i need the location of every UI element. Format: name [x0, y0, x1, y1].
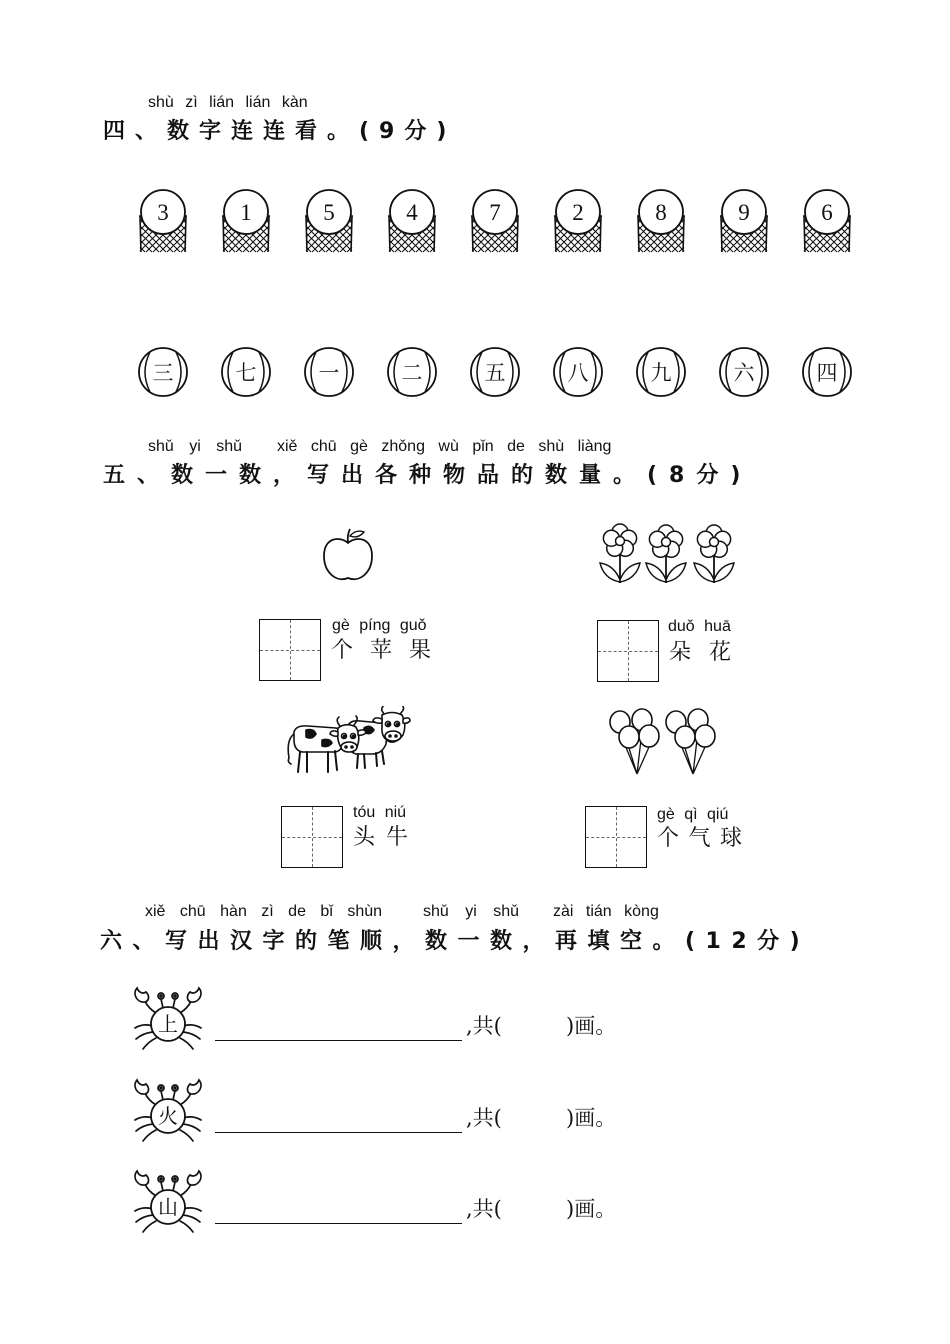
item-label-balloon: 个气球: [657, 826, 752, 851]
basket-icon: [631, 186, 691, 256]
balloon-icon: [675, 726, 695, 748]
section6-title: 六、写出汉字的笔顺，数一数，再填空。(12分): [100, 929, 811, 954]
apple-leaf: [350, 531, 364, 537]
basket-icon: [216, 186, 276, 256]
basket-number: 2: [572, 200, 584, 225]
ball-numeral: 九: [650, 361, 672, 385]
answer-box-apple: [259, 619, 321, 681]
apple-icon: [320, 526, 376, 584]
ball-numeral: 三: [152, 361, 174, 385]
ball-icon: [550, 344, 606, 400]
item-pinyin-flower: duǒ huā: [668, 618, 731, 635]
basket-icon: [133, 186, 193, 256]
ball-icon: [799, 344, 855, 400]
basket-icon: [465, 186, 525, 256]
balloon-icon: [619, 726, 639, 748]
balloon-bunch: [610, 709, 659, 774]
basket-icon: [797, 186, 857, 256]
balloon-bunch: [666, 709, 715, 774]
basket-icon: [548, 186, 608, 256]
basket-icon: [382, 186, 442, 256]
section5-pinyin-1: shǔ yi shǔ: [148, 438, 243, 455]
basket-icon: [299, 186, 359, 256]
stroke-order-blank: [215, 1040, 462, 1041]
section6-pinyin-3: zài tián kòng: [553, 903, 659, 920]
basket-number: 9: [738, 200, 750, 225]
basket-number: 3: [157, 200, 169, 225]
stroke-count-suffix: )画。: [566, 1014, 617, 1038]
answer-box-cow: [281, 806, 343, 868]
stroke-count-suffix: )画。: [566, 1197, 617, 1221]
section6-pinyin-2: shǔ yi shǔ: [423, 903, 520, 920]
basket-number: 7: [489, 200, 501, 225]
basket-number: 5: [323, 200, 335, 225]
basket-icon: [714, 186, 774, 256]
flower-icon: [600, 524, 640, 583]
item-pinyin-balloon: gè qì qiú: [657, 806, 729, 823]
balloon-icon: [639, 725, 659, 747]
cow-icon: [288, 716, 366, 772]
basket-number: 4: [406, 200, 418, 225]
answer-box-balloon: [585, 806, 647, 868]
crab-icon: [128, 986, 208, 1058]
stroke-order-blank: [215, 1132, 462, 1133]
flower-icon: [694, 525, 734, 583]
ball-numeral: 六: [733, 361, 755, 385]
ball-numeral: 二: [401, 361, 423, 385]
section5-title: 五、数一数，写出各种物品的数量。(8分): [103, 463, 753, 488]
item-label-apple: 个苹果: [331, 638, 449, 663]
stroke-count-prefix: ,共(: [466, 1197, 502, 1221]
basket-number: 6: [821, 200, 833, 225]
ball-numeral: 八: [567, 361, 589, 385]
stroke-character: 上: [158, 1014, 178, 1036]
ball-icon: [716, 344, 772, 400]
stroke-character: 火: [158, 1106, 178, 1128]
balloon-icon: [695, 725, 715, 747]
balloons-picture: [608, 708, 724, 778]
answer-box-flower: [597, 620, 659, 682]
ball-numeral: 四: [816, 361, 838, 385]
crab-icon: [128, 1169, 208, 1241]
stroke-order-blank: [215, 1223, 462, 1224]
section6-pinyin-1: xiě chū hàn zì de bǐ shùn: [145, 903, 383, 920]
ball-numeral: 七: [235, 361, 257, 385]
ball-icon: [218, 344, 274, 400]
basket-number: 8: [655, 200, 667, 225]
item-pinyin-apple: gè píng guǒ: [332, 617, 427, 634]
stroke-character: 山: [158, 1197, 178, 1219]
section4-pinyin: shù zì lián lián kàn: [148, 94, 308, 111]
ball-numeral: 一: [318, 361, 340, 385]
ball-icon: [301, 344, 357, 400]
flower-icon: [646, 525, 686, 583]
ball-icon: [467, 344, 523, 400]
ball-icon: [384, 344, 440, 400]
section5-pinyin-2: xiě chū gè zhǒng wù pǐn de shù liàng: [277, 438, 612, 455]
crab-icon: [128, 1078, 208, 1150]
stroke-count-prefix: ,共(: [466, 1014, 502, 1038]
section4-title: 四、数字连连看。(9分): [103, 119, 457, 144]
item-pinyin-cow: tóu niú: [353, 804, 407, 821]
stroke-count-prefix: ,共(: [466, 1106, 502, 1130]
item-label-flower: 朵花: [669, 640, 750, 665]
ball-icon: [633, 344, 689, 400]
item-label-cow: 头牛: [353, 825, 420, 850]
cows-picture: [282, 706, 412, 778]
flowers-picture: [594, 520, 744, 588]
basket-number: 1: [240, 200, 252, 225]
apple-body: [324, 539, 372, 579]
stroke-count-suffix: )画。: [566, 1106, 617, 1130]
ball-icon: [135, 344, 191, 400]
ball-numeral: 五: [484, 361, 506, 385]
